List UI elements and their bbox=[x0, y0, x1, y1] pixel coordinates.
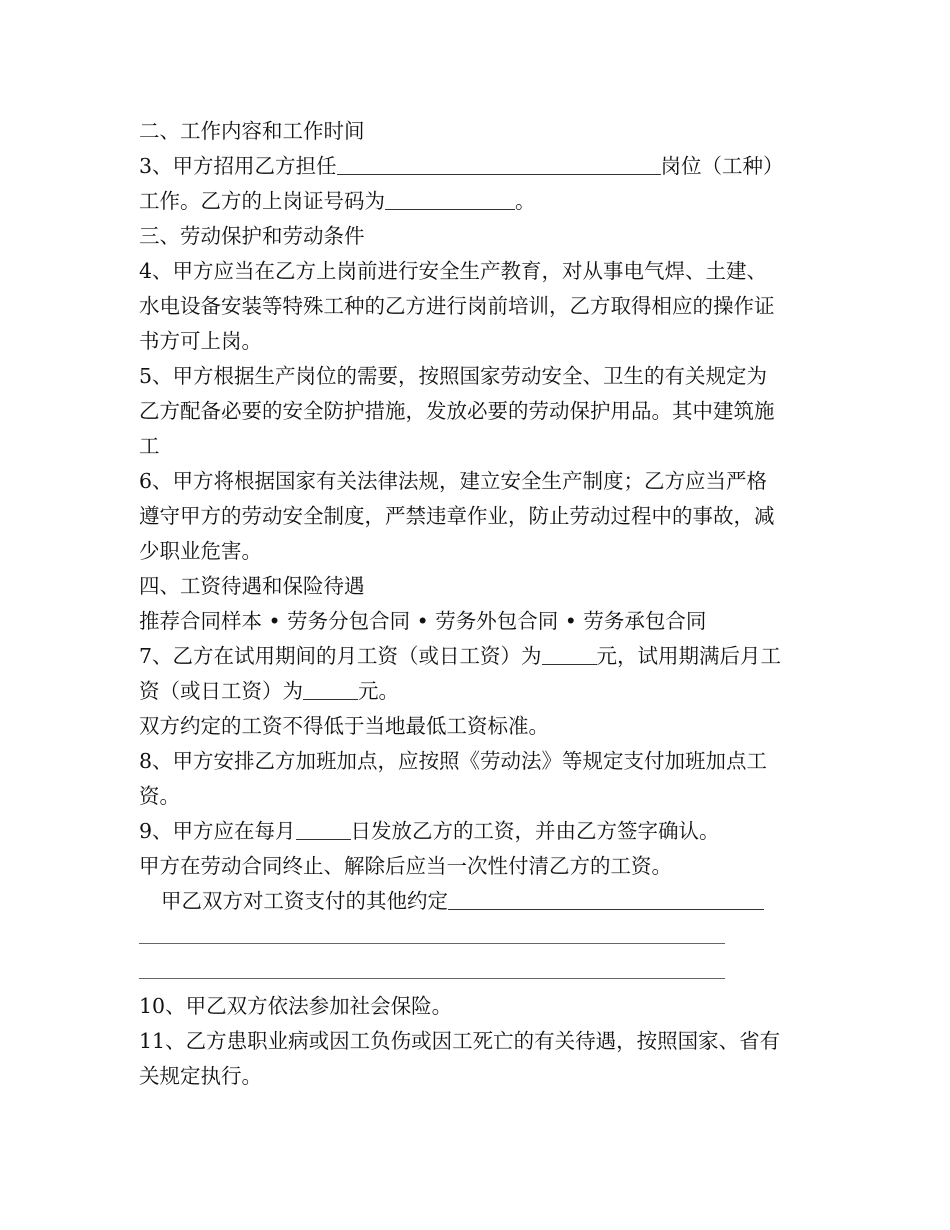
clause-6-line-3 bbox=[139, 534, 819, 569]
probation-wage-blank-field[interactable] bbox=[542, 642, 597, 665]
clause-text: 8、甲方安排乙方加班加点，应按照《劳动法》等规定支付加班加点工 bbox=[139, 749, 768, 773]
blank-rule bbox=[139, 978, 725, 979]
clause-text: 书方可上岗。 bbox=[139, 329, 262, 353]
other-agreements-blank-line-2[interactable] bbox=[139, 954, 819, 989]
clause-text: 少职业危害。 bbox=[139, 539, 262, 563]
clause-10 bbox=[139, 989, 819, 1024]
payday-blank-field[interactable] bbox=[296, 817, 351, 840]
clause-7-line-2 bbox=[139, 674, 819, 709]
clause-3-line-2 bbox=[139, 184, 819, 219]
other-agreements-blank-line-1[interactable] bbox=[139, 919, 819, 954]
blank-rule bbox=[139, 943, 725, 944]
clause-text: 双方约定的工资不得低于当地最低工资标准。 bbox=[139, 714, 549, 738]
clause-text: 5、甲方根据生产岗位的需要，按照国家劳动安全、卫生的有关规定为 bbox=[139, 364, 768, 388]
clause-text: 4、甲方应当在乙方上岗前进行安全生产教育，对从事电气焊、土建、 bbox=[139, 259, 768, 283]
clause-text: 日发放乙方的工资，并由乙方签字确认。 bbox=[350, 819, 720, 843]
section-heading-protection bbox=[139, 219, 819, 254]
clause-text: 资（或日工资）为 bbox=[139, 679, 303, 703]
section-heading-text: 三、劳动保护和劳动条件 bbox=[139, 224, 365, 248]
clause-8-line-2 bbox=[139, 779, 819, 814]
clause-text: 。 bbox=[515, 189, 536, 213]
position-blank-field[interactable] bbox=[337, 152, 661, 175]
clause-text: 甲乙双方对工资支付的其他约定 bbox=[161, 889, 448, 913]
clause-11-line-1 bbox=[139, 1024, 819, 1059]
clause-text: 9、甲方应在每月 bbox=[139, 819, 296, 843]
clause-text: 11、乙方患职业病或因工负伤或因工死亡的有关待遇，按照国家、省有 bbox=[139, 1029, 781, 1053]
regular-wage-blank-field[interactable] bbox=[303, 677, 358, 700]
clause-9 bbox=[139, 814, 819, 849]
clause-text: 岗位（工种） bbox=[660, 154, 784, 178]
license-number-blank-field[interactable] bbox=[385, 187, 515, 210]
clause-text: 遵守甲方的劳动安全制度，严禁违章作业，防止劳动过程中的事故，减 bbox=[139, 504, 775, 528]
other-agreements bbox=[139, 884, 819, 919]
clause-5-line-1 bbox=[139, 359, 819, 394]
clause-4-line-1 bbox=[139, 254, 819, 289]
clause-text: 元。 bbox=[358, 679, 399, 703]
section-heading-wages bbox=[139, 569, 819, 604]
final-settlement-note bbox=[139, 849, 819, 884]
section-heading-work bbox=[139, 114, 819, 149]
clause-4-line-2 bbox=[139, 289, 819, 324]
clause-6-line-2 bbox=[139, 499, 819, 534]
clause-7-line-1 bbox=[139, 639, 819, 674]
clause-8-line-1 bbox=[139, 744, 819, 779]
clause-text: 元，试用期满后月工 bbox=[596, 644, 782, 668]
clause-text: 7、乙方在试用期间的月工资（或日工资）为 bbox=[139, 644, 542, 668]
contract-body bbox=[139, 114, 819, 1094]
section-heading-text: 二、工作内容和工作时间 bbox=[139, 119, 365, 143]
clause-11-line-2 bbox=[139, 1059, 819, 1094]
clause-text: 工作。乙方的上岗证号码为 bbox=[139, 189, 385, 213]
clause-text: 工 bbox=[139, 434, 160, 458]
other-agreements-blank-field[interactable] bbox=[448, 887, 764, 910]
clause-6-line-1 bbox=[139, 464, 819, 499]
clause-5-line-3 bbox=[139, 429, 819, 464]
clause-text: 乙方配备必要的安全防护措施，发放必要的劳动保护用品。其中建筑施 bbox=[139, 399, 775, 423]
recommended-templates-text: 推荐合同样本 • 劳务分包合同 • 劳务外包合同 • 劳务承包合同 bbox=[139, 609, 707, 633]
minimum-wage-note bbox=[139, 709, 819, 744]
clause-text: 10、甲乙双方依法参加社会保险。 bbox=[139, 994, 453, 1018]
clause-text: 资。 bbox=[139, 784, 180, 808]
clause-text: 甲方在劳动合同终止、解除后应当一次性付清乙方的工资。 bbox=[139, 854, 672, 878]
clause-text: 3、甲方招用乙方担任 bbox=[139, 154, 337, 178]
clause-text: 关规定执行。 bbox=[139, 1064, 262, 1088]
clause-text: 水电设备安装等特殊工种的乙方进行岗前培训，乙方取得相应的操作证 bbox=[139, 294, 775, 318]
section-heading-text: 四、工资待遇和保险待遇 bbox=[139, 574, 365, 598]
clause-3-line-1 bbox=[139, 149, 819, 184]
clause-text: 6、甲方将根据国家有关法律法规，建立安全生产制度；乙方应当严格 bbox=[139, 469, 768, 493]
clause-5-line-2 bbox=[139, 394, 819, 429]
clause-4-line-3 bbox=[139, 324, 819, 359]
recommended-templates bbox=[139, 604, 819, 639]
